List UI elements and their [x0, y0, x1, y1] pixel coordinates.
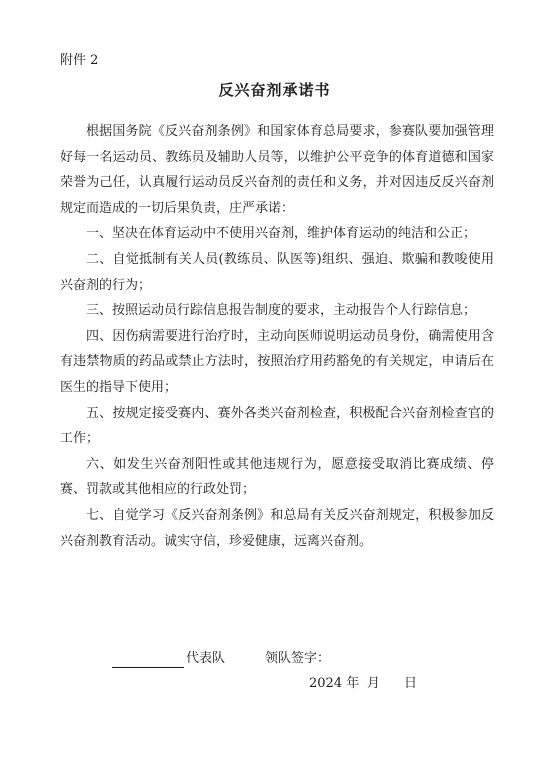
pledge-body — [60, 119, 494, 554]
team-suffix-label: 代表队 — [186, 651, 226, 666]
pledge-item-5: 五、按规定接受赛内、赛外各类兴奋剂检查，积极配合兴奋剂检查官的工作； — [60, 405, 494, 447]
pledge-item-2: 二、自觉抵制有关人员(教练员、队医等)组织、强迫、欺骗和教唆使用兴奋剂的行为； — [60, 251, 494, 293]
pledge-item-1: 一、坚决在体育运动中不使用兴奋剂，维护体育运动的纯洁和公正； — [86, 226, 477, 242]
pledge-item-4: 四、因伤病需要进行治疗时，主动向医师说明运动员身份，确需使用含有违禁物质的药品或禁止方法时，按照治疗用药豁免的有关规定，申请后在医生的指导下使用； — [60, 328, 494, 395]
document-title: 反兴奋剂承诺书 — [218, 81, 331, 99]
team-name-blank[interactable] — [112, 653, 184, 668]
pledge-item-3: 三、按照运动员行踪信息报告制度的要求，主动报告个人行踪信息； — [86, 303, 477, 319]
pledge-item-7: 七、自觉学习《反兴奋剂条例》和总局有关反兴奋剂规定，积极参加反兴奋剂教育活动。诚实守信，珍爱健康，远离兴奋剂。 — [60, 507, 494, 549]
pledge-item-6: 六、如发生兴奋剂阳性或其他违规行为，愿意接受取消比赛成绩、停赛、罚款或其他相应的行政处罚； — [60, 456, 494, 498]
intro-paragraph: 根据国务院《反兴奋剂条例》和国家体育总局要求，参赛队要加强管理好每一名运动员、教练员及辅助人员等，以维护公平竞争的体育道德和国家荣誉为己任，认真履行运动员反兴奋剂的责任和义务，并对因违反反兴奋剂规定而造成的一切后果负责，庄严承诺： — [60, 124, 494, 216]
leader-signature-label: 领队签字： — [265, 651, 331, 666]
attachment-label: 附件 2 — [60, 53, 99, 68]
date-day: 日 — [404, 676, 418, 691]
signature-line — [112, 650, 330, 668]
date-year: 2024 年 — [309, 676, 360, 691]
date-line — [309, 675, 417, 693]
date-month: 月 — [367, 676, 381, 691]
